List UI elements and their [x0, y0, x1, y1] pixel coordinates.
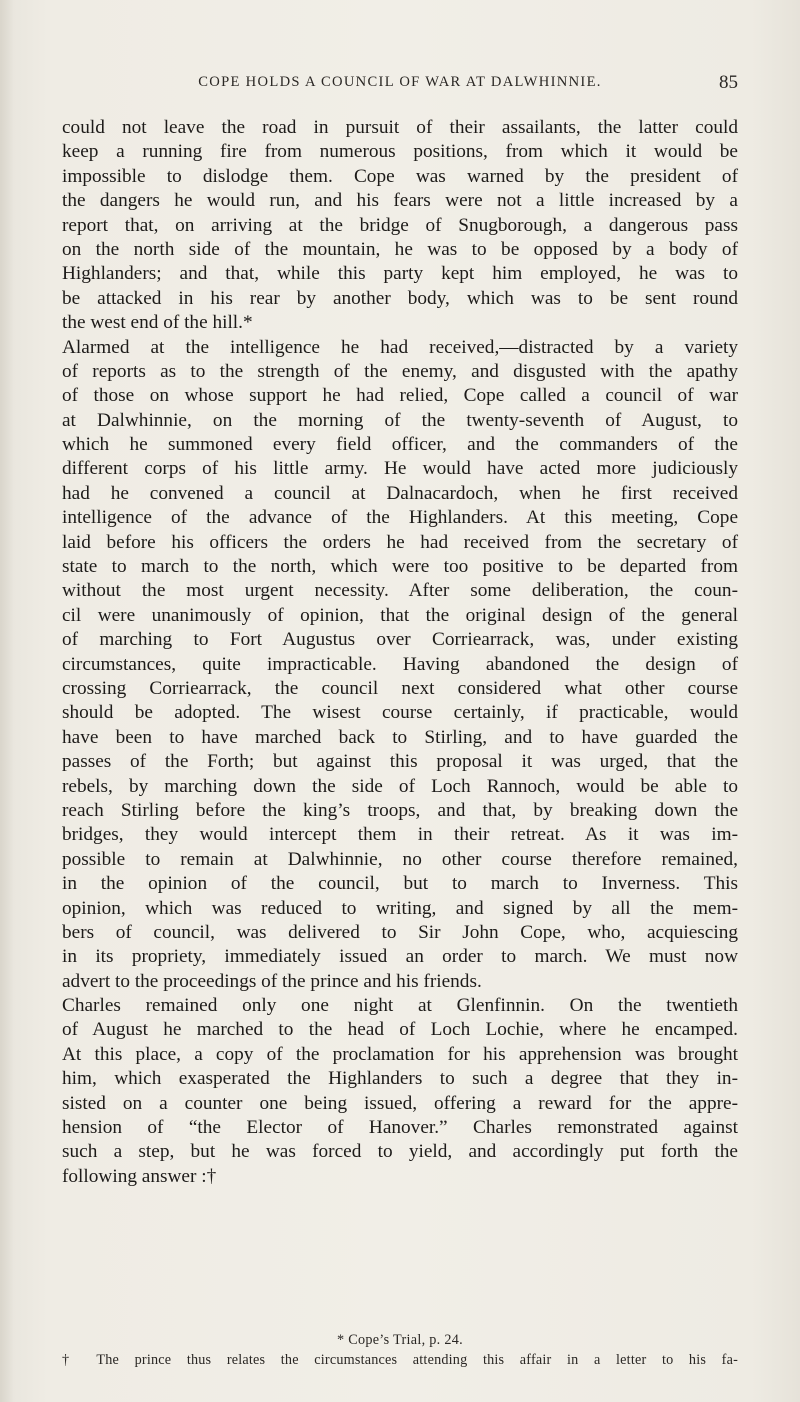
- body-line: keep a running fire from numerous positions, from which it would be: [62, 141, 738, 163]
- body-line: advert to the proceedings of the prince and his friends.: [62, 970, 482, 992]
- body-line: sisted on a counter one being issued, offering a reward for the appre-: [62, 1092, 738, 1114]
- body-line: rebels, by marching down the side of Loch Rannoch, would be able to: [62, 775, 738, 797]
- body-line: reach Stirling before the king’s troops, and that, by breaking down the: [62, 799, 738, 821]
- body-line: bers of council, was delivered to Sir John Cope, who, acquiescing: [62, 921, 738, 943]
- body-line: him, which exasperated the Highlanders to such a degree that they in-: [62, 1068, 738, 1090]
- body-line: the west end of the hill.*: [62, 312, 253, 334]
- body-line: possible to remain at Dalwhinnie, no other course therefore remained,: [62, 848, 738, 870]
- page-gutter-shadow: [0, 0, 14, 1402]
- paragraph-start: Alarmed at the intelligence he had received,—distracted by a variety: [62, 336, 738, 358]
- body-line: such a step, but he was forced to yield, and accordingly put forth the: [62, 1141, 738, 1163]
- body-line: could not leave the road in pursuit of their assailants, the latter could: [62, 117, 738, 138]
- body-line: laid before his officers the orders he had received from the secretary of: [62, 531, 738, 553]
- body-line: hension of “the Elector of Hanover.” Charles remonstrated against: [62, 1117, 738, 1139]
- body-line: intelligence of the advance of the Highlanders. At this meeting, Cope: [62, 507, 738, 529]
- body-line: opinion, which was reduced to writing, and signed by all the mem-: [62, 897, 738, 919]
- footnote-dagger: † The prince thus relates the circumstances attending this affair in a letter to his fa-: [62, 1352, 738, 1368]
- body-text: [62, 116, 738, 1189]
- paragraph-start: Charles remained only one night at Glenfinnin. On the twentieth: [62, 995, 738, 1017]
- body-line: should be adopted. The wisest course certainly, if practicable, would: [62, 702, 738, 724]
- body-line: Highlanders; and that, while this party kept him employed, he was to: [62, 263, 738, 285]
- running-head-title: COPE HOLDS A COUNCIL OF WAR AT DALWHINNIE.: [198, 74, 602, 90]
- body-line: report that, on arriving at the bridge of Snugborough, a dangerous pass: [62, 214, 738, 236]
- body-line: circumstances, quite impracticable. Having abandoned the design of: [62, 653, 738, 675]
- body-line: bridges, they would intercept them in their retreat. As it was im-: [62, 824, 738, 846]
- body-line: different corps of his little army. He would have acted more judiciously: [62, 458, 738, 480]
- body-line: in its propriety, immediately issued an order to march. We must now: [62, 946, 738, 968]
- body-line: of reports as to the strength of the enemy, and disgusted with the apathy: [62, 360, 738, 382]
- body-line: without the most urgent necessity. After some deliberation, the coun-: [62, 580, 738, 602]
- body-line: At this place, a copy of the proclamation for his apprehension was brought: [62, 1043, 738, 1065]
- body-line: the dangers he would run, and his fears were not a little increased by a: [62, 190, 738, 212]
- body-line: had he convened a council at Dalnacardoch, when he first received: [62, 482, 738, 504]
- body-line: be attacked in his rear by another body, which was to be sent round: [62, 287, 738, 309]
- running-head: [62, 72, 738, 96]
- body-line: crossing Corriearrack, the council next considered what other course: [62, 677, 738, 699]
- body-line: impossible to dislodge them. Cope was warned by the president of: [62, 165, 738, 187]
- body-line: which he summoned every field officer, and the commanders of the: [62, 434, 738, 456]
- body-line: have been to have marched back to Stirling, and to have guarded the: [62, 726, 738, 748]
- body-line: following answer :†: [62, 1165, 217, 1187]
- body-line: in the opinion of the council, but to march to Inverness. This: [62, 873, 738, 895]
- body-line: passes of the Forth; but against this proposal it was urged, that the: [62, 751, 738, 773]
- body-line: of August he marched to the head of Loch Lochie, where he encamped.: [62, 1019, 738, 1041]
- body-line: of those on whose support he had relied, Cope called a council of war: [62, 385, 738, 407]
- page-number: 85: [719, 72, 738, 93]
- body-line: cil were unanimously of opinion, that the original design of the general: [62, 604, 738, 626]
- footnote-star: * Cope’s Trial, p. 24.: [336, 1332, 464, 1348]
- body-line: at Dalwhinnie, on the morning of the twenty-seventh of August, to: [62, 409, 738, 431]
- body-line: on the north side of the mountain, he was to be opposed by a body of: [62, 238, 738, 260]
- body-line: state to march to the north, which were too positive to be departed from: [62, 556, 738, 578]
- footnotes: [62, 1330, 738, 1370]
- body-line: of marching to Fort Augustus over Corriearrack, was, under existing: [62, 629, 738, 651]
